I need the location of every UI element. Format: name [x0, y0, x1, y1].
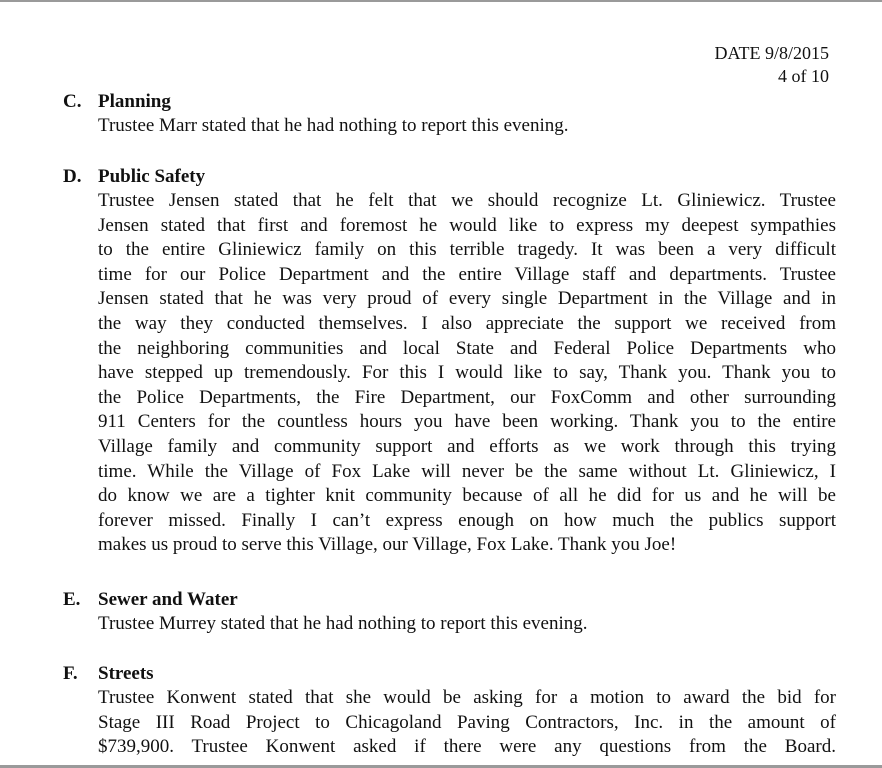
text-line: 911 Centers for the countless hours you have been working. Thank you to the entire	[98, 411, 836, 433]
section-body	[98, 686, 836, 760]
page-top-border	[0, 0, 882, 2]
section-title: Streets	[98, 663, 154, 684]
text-line: time for our Police Department and the entire Village staff and departments. Trustee	[98, 263, 836, 285]
text-line: the way they conducted themselves. I also appreciate the support we received from	[98, 312, 836, 334]
text-line: the neighboring communities and local State and Federal Police Departments who	[98, 337, 836, 359]
section-body	[98, 114, 569, 139]
text-line: Trustee Konwent stated that she would be asking for a motion to award the bid for	[98, 687, 836, 708]
document-header	[715, 42, 830, 88]
section-sewer-and-water	[63, 588, 588, 637]
section-title: Public Safety	[98, 166, 206, 187]
text-line: Stage III Road Project to Chicagoland Paving Contractors, Inc. in the amount of	[98, 711, 836, 733]
text-line: have stepped up tremendously. For this I would like to say, Thank you. Thank you to	[98, 362, 836, 384]
text-line: Trustee Jensen stated that he felt that we should recognize Lt. Gliniewicz. Trustee	[98, 190, 836, 211]
section-heading	[63, 662, 836, 686]
section-letter: C.	[63, 91, 82, 112]
section-public-safety	[63, 165, 836, 558]
text-line: Jensen stated that he was very proud of every single Department in the Village and in	[98, 288, 836, 310]
section-body	[98, 189, 836, 558]
section-heading	[63, 165, 836, 189]
text-line: time. While the Village of Fox Lake will never be the same without Lt. Gliniewicz, I	[98, 460, 836, 482]
page-number: 4 of 10	[778, 66, 829, 86]
section-heading	[63, 90, 569, 114]
meeting-date: DATE 9/8/2015	[714, 43, 829, 63]
text-line: $739,900. Trustee Konwent asked if there were any questions from the Board.	[98, 736, 836, 758]
section-planning	[63, 90, 569, 139]
text-line: to the entire Gliniewicz family on this terrible tragedy. It was been a very difficult	[98, 239, 836, 261]
text-line: do know we are a tighter knit community because of all he did for us and he will be	[98, 485, 836, 507]
text-line: forever missed. Finally I can’t express enough on how much the publics support	[98, 509, 836, 531]
section-letter: F.	[63, 663, 78, 684]
text-line: Village family and community support and efforts as we work through this trying	[98, 435, 836, 457]
text-line: the Police Departments, the Fire Department, our FoxComm and other surrounding	[98, 386, 836, 408]
section-heading	[63, 588, 588, 612]
section-title: Planning	[98, 91, 171, 112]
text-line: Jensen stated that first and foremost he would like to express my deepest sympathies	[98, 214, 836, 236]
section-letter: D.	[63, 166, 82, 187]
text-line: makes us proud to serve this Village, our Village, Fox Lake. Thank you Joe!	[98, 534, 677, 556]
text-line: Trustee Murrey stated that he had nothing to report this evening.	[98, 613, 588, 634]
section-body	[98, 612, 588, 637]
section-title: Sewer and Water	[98, 589, 238, 610]
text-line: Trustee Marr stated that he had nothing to report this evening.	[98, 115, 569, 136]
section-letter: E.	[63, 589, 81, 610]
section-streets	[63, 662, 836, 760]
